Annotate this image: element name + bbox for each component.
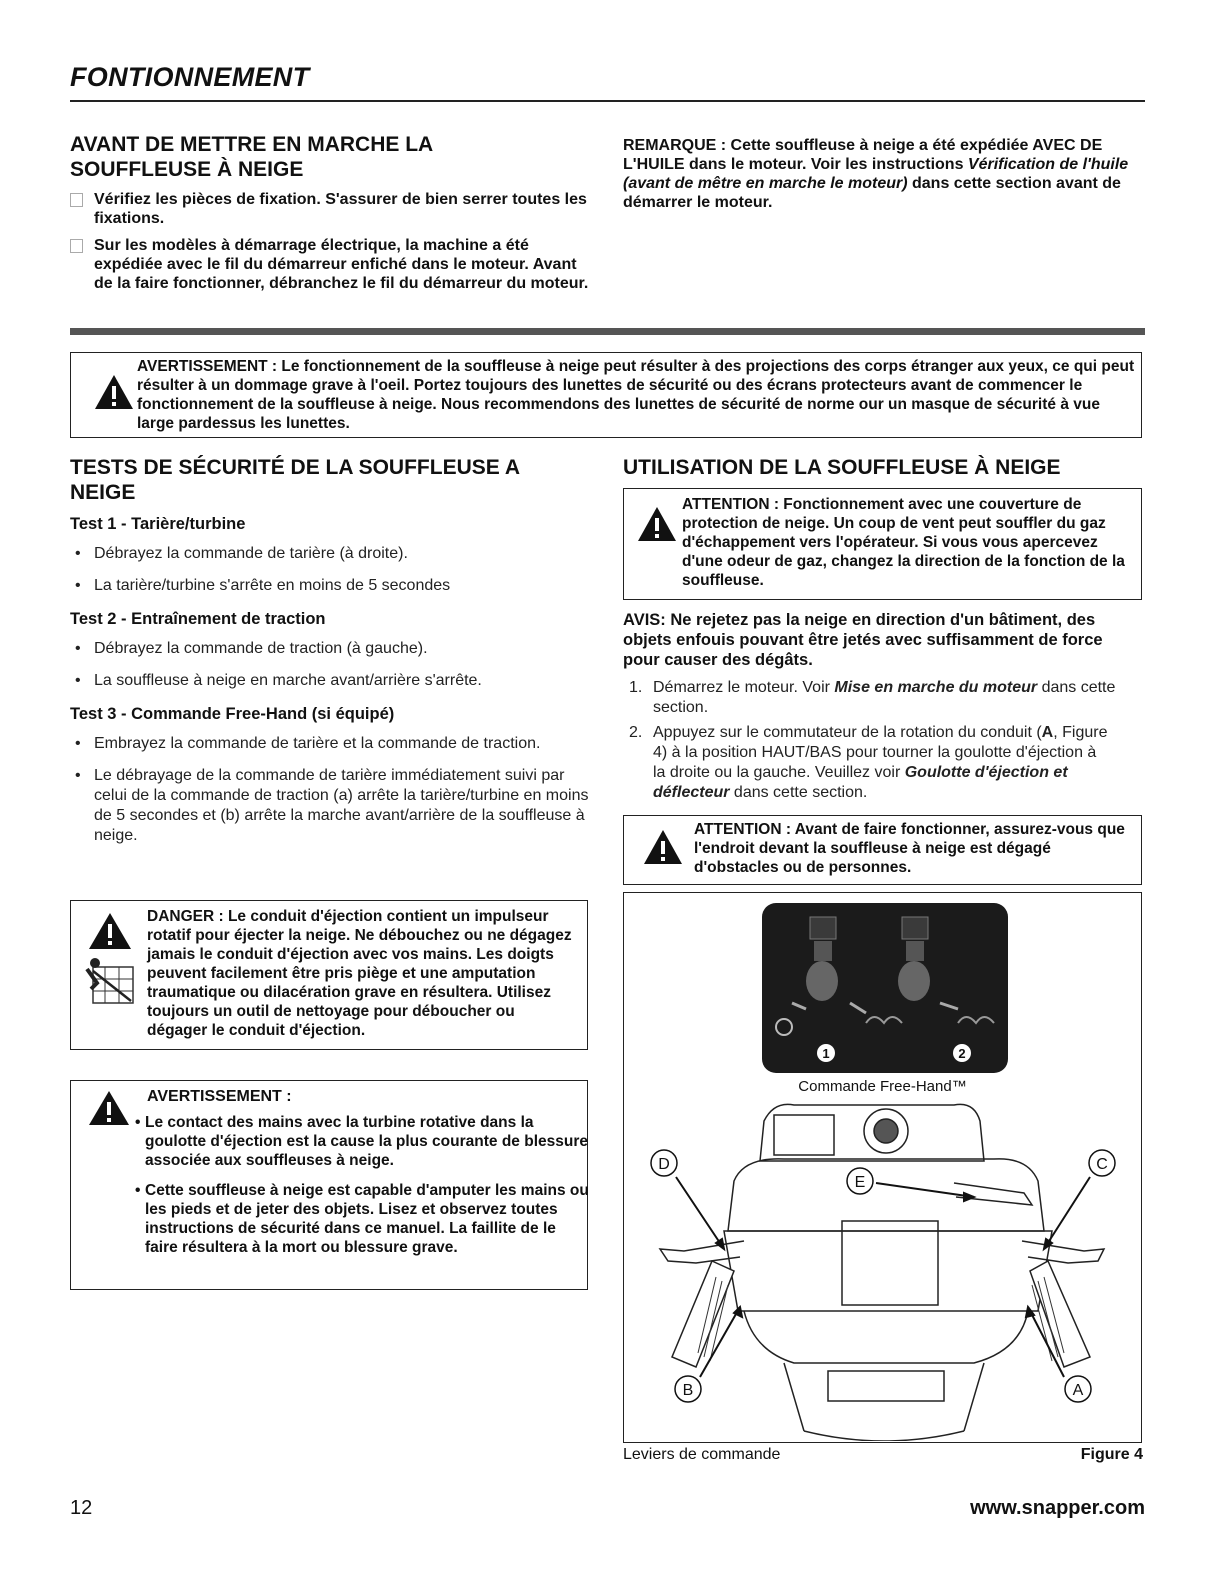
decal-caption: Commande Free-Hand™ (798, 1078, 967, 1095)
step-1: 1. Démarrez le moteur. Voir Mise en marche du moteur dans cette section. (629, 679, 1116, 716)
danger-text: DANGER : Le conduit d'éjection contient un impulseur rotatif pour éjecter la neige. Ne débouchez ou ne dégagez jamais le conduit d'éjection avec vos mains. Les doigts peuvent facilement être pris piège et une amputation traumatique ou dilacération grave en résultera. Utilisez toujours un outil de nettoyage pour déboucher ou dégager le conduit d'éjection. (147, 908, 572, 1039)
decal-number-2: 2 (958, 1046, 966, 1061)
callout-c: C (1096, 1156, 1108, 1173)
test1-title: Test 1 - Tarière/turbine (70, 515, 246, 533)
test3-title: Test 3 - Commande Free-Hand (si équipé) (70, 705, 395, 723)
figure-caption-right: Figure 4 (1080, 1446, 1143, 1463)
danger-triangle-icon (87, 911, 133, 951)
remarque-note (623, 136, 1143, 212)
before-start-section (70, 132, 590, 301)
remarque-link[interactable]: Vérification de l'huile (avant de mêtre en marche le moteur) (623, 156, 1129, 192)
callout-b: B (682, 1382, 694, 1399)
figure-caption-left: Leviers de commande (623, 1446, 781, 1463)
warning2-item-text: Cette souffleuse à neige est capable d'amputer les mains ou les pieds et de jeter des objets. Lisez et observez toutes instructions de sécurité dans ce manuel. La faillite de le faire résultera à la mort ou blessure grave. (145, 1182, 589, 1256)
warning-box-main (70, 352, 1142, 438)
attention-box-2 (623, 815, 1142, 885)
list-item: • Embrayez la commande de tarière et la commande de traction. (70, 734, 564, 754)
remarque-lead: REMARQUE : Cette souffleuse à neige a été expédiée AVEC DE L'HUILE dans le moteur. Voir les instructions (623, 137, 1103, 173)
danger-box (70, 900, 588, 1050)
check-item-text: Vérifiez les pièces de fixation. S'assurer de bien serrer toutes les fixations. (94, 191, 587, 227)
website-url[interactable]: www.snapper.com (970, 1497, 1145, 1519)
callout-e: E (854, 1174, 866, 1191)
checkbox-icon (70, 239, 83, 253)
check-item-text: Sur les modèles à démarrage électrique, la machine a été expédiée avec le fil du démarreur enfiché dans le moteur. Avant de la faire fonctionner, débranchez le fil du démarreur du moteur. (94, 237, 589, 292)
step-2: 2. Appuyez sur le commutateur de la rotation du conduit (A, Figure 4) à la position HAUT/BAS pour tourner la goulotte d'éjection à la droite ou la gauche. Veuillez voir Goulotte d'éjection et déflecteur dans cette section. (629, 724, 1108, 801)
attention-box-1 (623, 488, 1142, 600)
warning2-item: • Le contact des mains avec la turbine rotative dans la goulotte d'éjection est la cause la plus courante de blessure associée aux souffleuses à neige. (135, 1114, 588, 1169)
safety-tests-heading: TESTS DE SÉCURITÉ DE LA SOUFFLEUSE A NEIGE (70, 456, 520, 504)
callout-a: A (1072, 1382, 1084, 1399)
avis-note: AVIS: Ne rejetez pas la neige en direction d'un bâtiment, des objets enfouis pouvant être jetés avec suffisamment de force pour causer des dégâts. (623, 611, 1103, 669)
callout-d: D (658, 1156, 670, 1173)
warning-triangle-icon (642, 828, 684, 866)
check-item (70, 236, 590, 293)
warning-triangle-icon (87, 1089, 131, 1127)
free-hand-decal-image (762, 903, 1008, 1073)
warning-main-text: AVERTISSEMENT : Le fonctionnement de la souffleuse à neige peut résulter à des projections des corps étranger aux yeux, ce qui peut résulter à un dommage grave à l'oeil. Portez toujours des lunettes de sécurité ou des écrans protecteurs avant de commencer le fonctionnement de la souffleuse à neige. Nous recommendons des lunettes de sécurité de norme our un masque de sécurité à vue large pardessus les lunettes. (137, 358, 1135, 432)
test2-title: Test 2 - Entraînement de traction (70, 610, 326, 628)
section-title: FONTIONNEMENT (70, 62, 310, 92)
list-item: • Le débrayage de la commande de tarière immédiatement suivi par celui de la commande de traction (a) arrête la tarière/turbine en moins de 5 secondes et (b) arrête la marche avant/arrière de la souffleuse à neige. (70, 766, 594, 846)
hand-hazard-icon (83, 955, 137, 1007)
step2-link[interactable]: Goulotte d'éjection et déflecteur (653, 764, 1068, 801)
list-item: • La tarière/turbine s'arrête en moins de 5 secondes (70, 576, 590, 596)
usage-heading: UTILISATION DE LA SOUFFLEUSE À NEIGE (623, 456, 1061, 479)
remarque-tail: dans cette section avant de démarrer le moteur. (623, 175, 1121, 211)
decal-number-1: 1 (822, 1046, 830, 1061)
header-rule (70, 100, 1145, 102)
before-start-heading: AVANT DE METTRE EN MARCHE LA SOUFFLEUSE À NEIGE (70, 133, 433, 181)
attention2-text: ATTENTION : Avant de faire fonctionner, assurez-vous que l'endroit devant la souffleuse à neige est dégagé d'obstacles ou de personnes. (694, 821, 1125, 876)
control-levers-drawing (624, 1101, 1140, 1441)
checkbox-icon (70, 193, 83, 207)
warning2-title: AVERTISSEMENT : (147, 1088, 292, 1105)
warning-triangle-icon (93, 373, 135, 411)
warning2-item: • Cette souffleuse à neige est capable d'amputer les mains ou les pieds et de jeter des objets. Lisez et observez toutes instructions de sécurité dans ce manuel. La faillite de le faire résultera à la mort ou blessure grave. (135, 1182, 589, 1256)
attention1-text: ATTENTION : Fonctionnement avec une couverture de protection de neige. Un coup de vent peut souffler du gaz d'échappement vers l'opérateur. Si vous vous apercevez d'une odeur de gaz, changez la direction de la fonction de la souffleuse. (682, 496, 1125, 589)
check-item (70, 190, 590, 228)
list-item: • La souffleuse à neige en marche avant/arrière s'arrête. (70, 671, 590, 691)
page-number: 12 (70, 1497, 93, 1519)
warning-triangle-icon (636, 505, 678, 543)
figure-4-frame (623, 892, 1142, 1443)
warning2-item-text: Le contact des mains avec la turbine rotative dans la goulotte d'éjection est la cause la plus courante de blessure associée aux souffleuses à neige. (145, 1114, 588, 1169)
step1-link[interactable]: Mise en marche du moteur (834, 679, 1038, 696)
usage-steps (623, 678, 1143, 808)
list-item: • Débrayez la commande de traction (à gauche). (70, 639, 590, 659)
list-item: • Débrayez la commande de tarière (à droite). (70, 544, 590, 564)
safety-tests-section (70, 455, 590, 858)
warning-box-2 (70, 1080, 588, 1290)
section-divider (70, 328, 1145, 335)
